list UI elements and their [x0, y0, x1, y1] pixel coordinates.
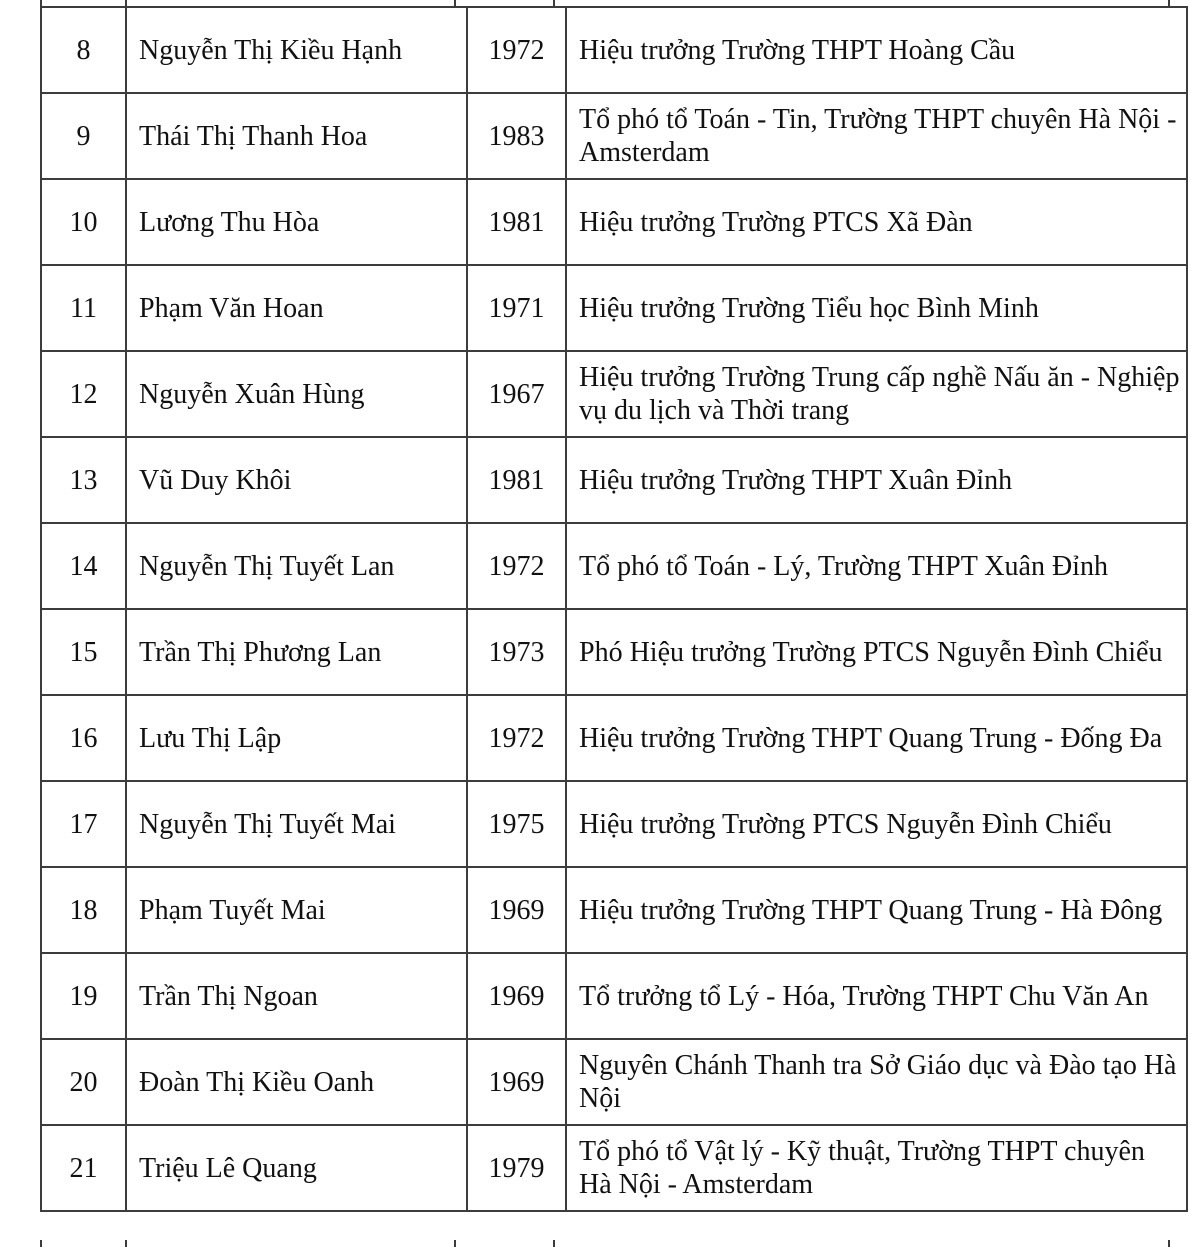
full-name-cell: Vũ Duy Khôi [126, 437, 467, 523]
position-cell: Nguyên Chánh Thanh tra Sở Giáo dục và Đào tạo Hà Nội [566, 1039, 1187, 1125]
full-name-cell: Lưu Thị Lập [126, 695, 467, 781]
full-name-cell: Trần Thị Phương Lan [126, 609, 467, 695]
full-name-cell: Triệu Lê Quang [126, 1125, 467, 1211]
birth-year-cell: 1983 [467, 93, 566, 179]
birth-year-cell: 1969 [467, 1039, 566, 1125]
birth-year-cell: 1979 [467, 1125, 566, 1211]
position-cell: Hiệu trưởng Trường THPT Quang Trung - Đống Đa [566, 695, 1187, 781]
birth-year-cell: 1981 [467, 437, 566, 523]
row-number-cell: 10 [41, 179, 126, 265]
birth-year-cell: 1975 [467, 781, 566, 867]
table-row [41, 265, 1187, 351]
row-number-cell: 12 [41, 351, 126, 437]
position-cell: Tổ phó tổ Vật lý - Kỹ thuật, Trường THPT chuyên Hà Nội - Amsterdam [566, 1125, 1187, 1211]
next-row-border-stub [40, 1240, 1170, 1247]
full-name-cell: Nguyễn Thị Kiều Hạnh [126, 7, 467, 93]
position-cell: Tổ phó tổ Toán - Tin, Trường THPT chuyên Hà Nội - Amsterdam [566, 93, 1187, 179]
birth-year-cell: 1969 [467, 953, 566, 1039]
full-name-cell: Trần Thị Ngoan [126, 953, 467, 1039]
birth-year-cell: 1971 [467, 265, 566, 351]
table-row [41, 609, 1187, 695]
row-number-cell: 21 [41, 1125, 126, 1211]
table-row [41, 1125, 1187, 1211]
row-number-cell: 13 [41, 437, 126, 523]
birth-year-cell: 1972 [467, 695, 566, 781]
row-number-cell: 20 [41, 1039, 126, 1125]
table-row [41, 695, 1187, 781]
full-name-cell: Nguyễn Xuân Hùng [126, 351, 467, 437]
full-name-cell: Lương Thu Hòa [126, 179, 467, 265]
table-row [41, 867, 1187, 953]
table-row [41, 7, 1187, 93]
row-number-cell: 17 [41, 781, 126, 867]
position-cell: Hiệu trưởng Trường Tiểu học Bình Minh [566, 265, 1187, 351]
full-name-cell: Đoàn Thị Kiều Oanh [126, 1039, 467, 1125]
birth-year-cell: 1981 [467, 179, 566, 265]
table-row [41, 781, 1187, 867]
position-cell: Hiệu trưởng Trường THPT Xuân Đỉnh [566, 437, 1187, 523]
position-cell: Hiệu trưởng Trường PTCS Xã Đàn [566, 179, 1187, 265]
birth-year-cell: 1973 [467, 609, 566, 695]
birth-year-cell: 1972 [467, 523, 566, 609]
personnel-table-body [41, 7, 1187, 1211]
full-name-cell: Nguyễn Thị Tuyết Mai [126, 781, 467, 867]
position-cell: Hiệu trưởng Trường THPT Quang Trung - Hà Đông [566, 867, 1187, 953]
birth-year-cell: 1969 [467, 867, 566, 953]
position-cell: Tổ phó tổ Toán - Lý, Trường THPT Xuân Đỉnh [566, 523, 1187, 609]
row-number-cell: 9 [41, 93, 126, 179]
full-name-cell: Phạm Văn Hoan [126, 265, 467, 351]
row-number-cell: 14 [41, 523, 126, 609]
table-row [41, 351, 1187, 437]
row-number-cell: 8 [41, 7, 126, 93]
full-name-cell: Nguyễn Thị Tuyết Lan [126, 523, 467, 609]
full-name-cell: Thái Thị Thanh Hoa [126, 93, 467, 179]
row-number-cell: 18 [41, 867, 126, 953]
table-row [41, 437, 1187, 523]
position-cell: Hiệu trưởng Trường THPT Hoàng Cầu [566, 7, 1187, 93]
table-row [41, 523, 1187, 609]
full-name-cell: Phạm Tuyết Mai [126, 867, 467, 953]
birth-year-cell: 1967 [467, 351, 566, 437]
personnel-table [40, 6, 1188, 1212]
table-row [41, 953, 1187, 1039]
position-cell: Tổ trưởng tổ Lý - Hóa, Trường THPT Chu Văn An [566, 953, 1187, 1039]
position-cell: Hiệu trưởng Trường Trung cấp nghề Nấu ăn - Nghiệp vụ du lịch và Thời trang [566, 351, 1187, 437]
table-row [41, 179, 1187, 265]
row-number-cell: 15 [41, 609, 126, 695]
row-number-cell: 19 [41, 953, 126, 1039]
birth-year-cell: 1972 [467, 7, 566, 93]
row-number-cell: 11 [41, 265, 126, 351]
position-cell: Hiệu trưởng Trường PTCS Nguyễn Đình Chiểu [566, 781, 1187, 867]
position-cell: Phó Hiệu trưởng Trường PTCS Nguyễn Đình Chiểu [566, 609, 1187, 695]
table-row [41, 1039, 1187, 1125]
row-number-cell: 16 [41, 695, 126, 781]
table-row [41, 93, 1187, 179]
